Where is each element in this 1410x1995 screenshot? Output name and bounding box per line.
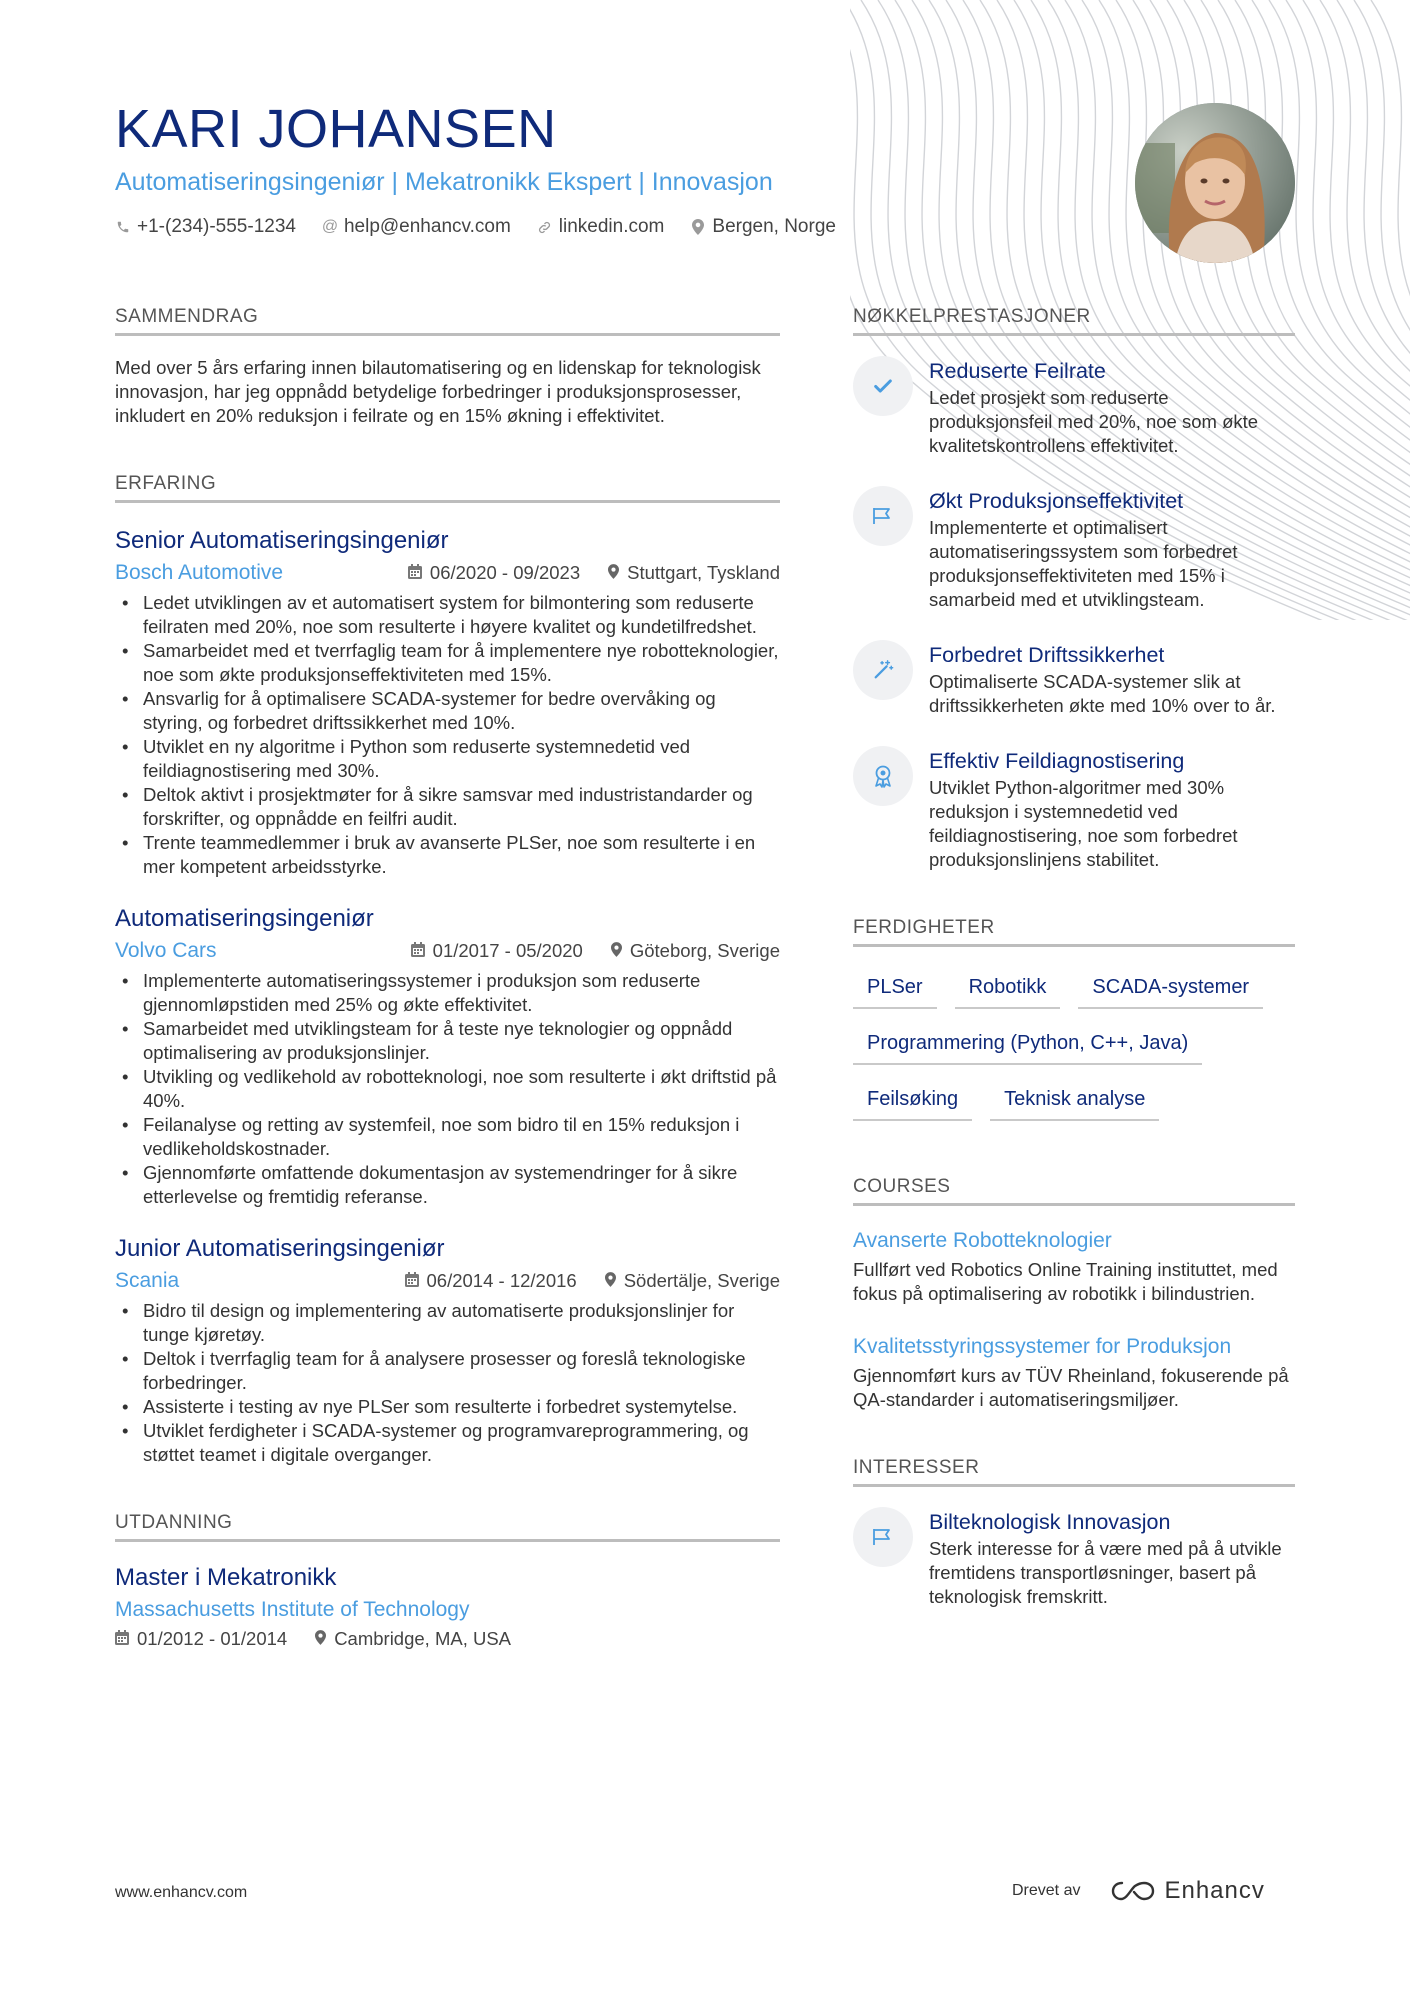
job-bullets <box>115 969 780 1209</box>
job-dates <box>411 940 583 962</box>
location-icon <box>611 942 622 961</box>
education-location <box>315 1628 511 1650</box>
course-title: Avanserte Robotteknologier <box>853 1229 1112 1252</box>
experience-entry <box>115 903 780 1209</box>
contact-linkedin[interactable] <box>537 216 665 238</box>
job-dates <box>405 1270 577 1292</box>
brand-name: Enhancv <box>1164 1877 1265 1904</box>
course-desc: Fullført ved Robotics Online Training instituttet, med fokus på optimalisering av robotikk i bilindustrien. <box>853 1259 1278 1304</box>
bullet-item: • Assisterte i testing av nye PLSer som resulterte i forbedret systemytelse. <box>115 1395 780 1419</box>
bullet-item: • Utviklet en ny algoritme i Python som reduserte systemnedetid ved feildiagnostisering med 30%. <box>115 735 780 783</box>
company-name: Scania <box>115 1269 180 1292</box>
company-name: Volvo Cars <box>115 939 217 962</box>
bullet-item: • Gjennomførte omfattende dokumentasjon av systemendringer for å sikre etterlevelse og fremtidig referanse. <box>115 1161 780 1209</box>
location-text: Södertälje, Sverige <box>623 1270 780 1291</box>
job-meta <box>115 937 780 965</box>
skills-list <box>853 967 1295 1121</box>
calendar-icon <box>115 1630 129 1649</box>
achievement-desc: Ledet prosjekt som reduserte produksjonsfeil med 20%, noe som økte kvalitetskontrollens effektivitet. <box>929 387 1259 456</box>
experience-entry <box>115 1233 780 1467</box>
calendar-icon <box>405 1272 419 1291</box>
skill-tag: Feilsøking <box>853 1079 972 1121</box>
skill-tag: SCADA-systemer <box>1078 967 1263 1009</box>
phone-icon <box>115 220 131 234</box>
contact-phone[interactable] <box>115 216 296 238</box>
location-text: Stuttgart, Tyskland <box>627 562 780 583</box>
bullet-item: • Bidro til design og implementering av automatiserte produksjonslinjer for tunge kjøretøy. <box>115 1299 780 1347</box>
calendar-icon <box>408 564 422 583</box>
courses-heading: COURSES <box>853 1175 1295 1206</box>
experience-section <box>115 472 780 1467</box>
bullet-item: • Utvikling og vedlikehold av robotteknologi, noe som resulterte i økt driftstid på 40%. <box>115 1065 780 1113</box>
job-bullets <box>115 1299 780 1467</box>
flag-icon <box>853 486 913 546</box>
achievement-item <box>853 640 1295 718</box>
location-icon <box>690 219 706 235</box>
at-icon: @ <box>321 218 339 235</box>
achievement-desc: Utviklet Python-algoritmer med 30% reduksjon i systemnedetid ved feildiagnostisering, noe som forbedret produksjonslinjens stabilitet. <box>929 777 1238 870</box>
achievements-heading: NØKKELPRESTASJONER <box>853 305 1295 336</box>
achievement-item <box>853 486 1295 612</box>
skill-tag: Robotikk <box>955 967 1061 1009</box>
contact-location <box>690 216 836 238</box>
experience-entry <box>115 525 780 879</box>
achievement-desc: Implementerte et optimalisert automatiseringssystem som forbedret produksjonseffektiviteten med 15% i samarbeid med et utviklingsteam. <box>929 517 1238 610</box>
flag-icon <box>853 1507 913 1567</box>
interest-item <box>853 1507 1295 1609</box>
school-name: Massachusetts Institute of Technology <box>115 1598 470 1621</box>
contact-info <box>115 216 836 238</box>
course-item <box>853 1332 1295 1412</box>
bullet-item: • Feilanalyse og retting av systemfeil, noe som bidro til en 15% reduksjon i vedlikeholdskostnader. <box>115 1113 780 1161</box>
left-column <box>115 305 780 1650</box>
bullet-item: • Trente teammedlemmer i bruk av avanserte PLSer, noe som resulterte i en mer kompetent arbeidsstyrke. <box>115 831 780 879</box>
achievement-title: Effektiv Feildiagnostisering <box>929 749 1185 773</box>
achievements-section <box>853 305 1295 872</box>
education-meta <box>115 1628 780 1650</box>
bullet-item: • Utviklet ferdigheter i SCADA-systemer og programvareprogrammering, og støttet teamet i digitale overganger. <box>115 1419 780 1467</box>
right-column <box>853 305 1295 1609</box>
location-icon <box>608 564 619 583</box>
degree-title: Master i Mekatronikk <box>115 1564 337 1591</box>
infinity-logo-icon <box>1110 1879 1156 1903</box>
resume-header <box>115 98 836 238</box>
bullet-item: • Samarbeidet med et tverrfaglig team for å implementere nye robotteknologier, noe som økte produksjonseffektiviteten med 15%. <box>115 639 780 687</box>
education-section <box>115 1511 780 1650</box>
bullet-item: • Implementerte automatiseringssystemer i produksjon som reduserte gjennomløpstiden med 25% og økte effektivitet. <box>115 969 780 1017</box>
dates-text: 01/2012 - 01/2014 <box>137 1628 288 1649</box>
location-text: Göteborg, Sverige <box>629 940 780 961</box>
job-title: Senior Automatiseringsingeniør <box>115 527 449 554</box>
location-icon <box>315 1630 326 1649</box>
bullet-item: • Deltok i tverrfaglig team for å analysere prosesser og foreslå teknologiske forbedringer. <box>115 1347 780 1395</box>
education-heading: UTDANNING <box>115 1511 780 1542</box>
job-location <box>611 940 780 962</box>
job-dates <box>408 562 580 584</box>
summary-section <box>115 305 780 428</box>
courses-section <box>853 1175 1295 1412</box>
location-text: Cambridge, MA, USA <box>334 1628 512 1649</box>
course-item <box>853 1226 1295 1306</box>
location-text: Bergen, Norge <box>712 216 836 237</box>
job-meta <box>115 559 780 587</box>
footer-website[interactable]: www.enhancv.com <box>115 1884 248 1901</box>
dates-text: 06/2014 - 12/2016 <box>426 1270 577 1291</box>
dates-text: 01/2017 - 05/2020 <box>432 940 583 961</box>
link-icon <box>537 220 553 235</box>
enhancv-logo[interactable] <box>1110 1877 1264 1905</box>
job-location <box>605 1270 780 1292</box>
interest-title: Bilteknologisk Innovasjon <box>929 1510 1171 1534</box>
job-meta <box>115 1267 780 1295</box>
achievement-title: Forbedret Driftssikkerhet <box>929 643 1165 667</box>
contact-email[interactable] <box>322 216 511 238</box>
experience-heading: ERFARING <box>115 472 780 503</box>
achievement-desc: Optimaliserte SCADA-systemer slik at driftssikkerheten økte med 10% over to år. <box>929 671 1276 716</box>
summary-text: Med over 5 års erfaring innen bilautomatisering og en lidenskap for teknologisk innovasjon, har jeg oppnådd betydelige forbedringer i produksjonsprosesser, inkludert en 20% reduksjon i feilrate og en 15% økning i effektivitet. <box>115 357 761 426</box>
course-desc: Gjennomført kurs av TÜV Rheinland, fokuserende på QA-standarder i automatiseringsmiljøer. <box>853 1365 1289 1410</box>
footer-branding <box>1012 1877 1265 1905</box>
email-text: help@enhancv.com <box>343 216 511 237</box>
award-ribbon-icon <box>853 746 913 806</box>
bullet-item: • Samarbeidet med utviklingsteam for å teste nye teknologier og oppnådd optimalisering av produksjonslinjer. <box>115 1017 780 1065</box>
summary-heading: SAMMENDRAG <box>115 305 780 336</box>
candidate-title: Automatiseringsingeniør | Mekatronikk Ekspert | Innovasjon <box>115 168 773 196</box>
checkmark-icon <box>853 356 913 416</box>
education-dates <box>115 1628 287 1650</box>
linkedin-text: linkedin.com <box>558 216 665 237</box>
skills-section <box>853 916 1295 1121</box>
profile-photo <box>1135 103 1295 263</box>
calendar-icon <box>411 942 425 961</box>
skills-heading: FERDIGHETER <box>853 916 1295 947</box>
interests-section <box>853 1456 1295 1609</box>
wave-line <box>1320 0 1410 620</box>
magic-wand-icon <box>853 640 913 700</box>
bullet-item: • Ledet utviklingen av et automatisert system for bilmontering som reduserte feilraten med 20%, noe som resulterte i høyere kvalitet og kundetilfredshet. <box>115 591 780 639</box>
job-bullets <box>115 591 780 879</box>
job-title: Junior Automatiseringsingeniør <box>115 1235 445 1262</box>
job-location <box>608 562 780 584</box>
interests-heading: INTERESSER <box>853 1456 1295 1487</box>
phone-text: +1-(234)-555-1234 <box>137 216 296 237</box>
location-icon <box>605 1272 616 1291</box>
dates-text: 06/2020 - 09/2023 <box>429 562 581 583</box>
achievement-title: Økt Produksjonseffektivitet <box>929 489 1184 513</box>
skill-tag: Teknisk analyse <box>990 1079 1159 1121</box>
candidate-name: KARI JOHANSEN <box>115 99 557 159</box>
achievement-item <box>853 746 1295 872</box>
job-title: Automatiseringsingeniør <box>115 905 374 932</box>
course-title: Kvalitetsstyringssystemer for Produksjon <box>853 1335 1232 1358</box>
bullet-item: • Deltok aktivt i prosjektmøter for å sikre samsvar med industristandarder og forskrifter, og oppnådde en feilfri audit. <box>115 783 780 831</box>
achievement-title: Reduserte Feilrate <box>929 359 1106 383</box>
skill-tag: Programmering (Python, C++, Java) <box>853 1023 1202 1065</box>
company-name: Bosch Automotive <box>115 561 284 584</box>
bullet-item: • Ansvarlig for å optimalisere SCADA-systemer for bedre overvåking og styring, og forbedret driftssikkerhet med 10%. <box>115 687 780 735</box>
achievement-item <box>853 356 1295 458</box>
interest-desc: Sterk interesse for å være med på å utvikle fremtidens transportløsninger, basert på teknologisk fremskritt. <box>929 1538 1282 1607</box>
skill-tag: PLSer <box>853 967 937 1009</box>
powered-by-text: Drevet av <box>1012 1882 1081 1899</box>
